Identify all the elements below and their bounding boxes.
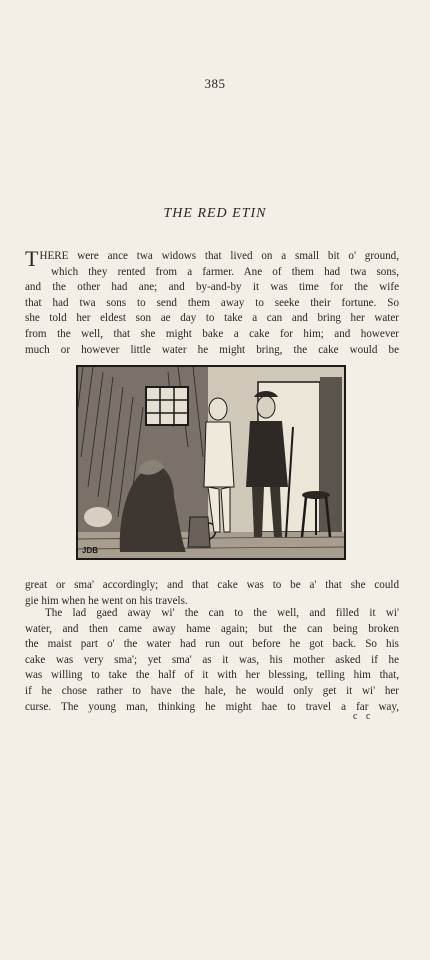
text-line: from the well, that she might bake a cake for him; and however: [25, 327, 399, 340]
text-line: that had twa sons to send them away to seeke their fortune. So: [25, 296, 399, 309]
chapter-title: THE RED ETIN: [163, 206, 267, 221]
text-line: much or however little water he might bring, the cake would be: [25, 343, 399, 356]
text-line: she told her eldest son ae day to take a can and bring her water: [25, 312, 399, 325]
page-number: 385: [204, 76, 226, 91]
text-line: and the other had ane; and by-and-by it was time for the wife: [25, 281, 399, 294]
text-line: if he chose rather to have the hale, he would only get it wi' her: [25, 684, 399, 697]
text-line: which they rented from a farmer. Ane of them had twa sons,: [51, 265, 399, 278]
text-line: water, and then came away hame again; but the can being broken: [25, 622, 399, 635]
drop-cap: T: [25, 246, 39, 271]
signature-mark: c c: [353, 711, 374, 722]
text-line: gie him when he went on his travels.: [25, 594, 188, 607]
text-line: HERE were ance twa widows that lived on a small bit o' ground,: [39, 250, 399, 262]
text-line: great or sma' accordingly; and that cake was to be a' that she could: [25, 579, 399, 591]
illustration-drawing: [78, 367, 344, 558]
illustrator-monogram: JDB: [82, 546, 99, 555]
text-line: cake was very sma'; yet sma' as it was, his mother asked if he: [25, 653, 399, 666]
text-line: curse. The young man, thinking he might hae to travel a far way,: [25, 700, 399, 713]
text-line: was willing to take the half of it with her blessing, telling him that,: [25, 669, 399, 682]
paragraph-1: [25, 246, 399, 358]
paragraph-3: [25, 606, 399, 715]
text-line: the maist part o' the water had run out before he got back. So his: [25, 638, 399, 651]
woodcut-illustration: [76, 365, 346, 560]
text-line: The lad gaed away wi' the can to the well, and filled it wi': [45, 607, 399, 619]
paragraph-2: [25, 578, 399, 609]
